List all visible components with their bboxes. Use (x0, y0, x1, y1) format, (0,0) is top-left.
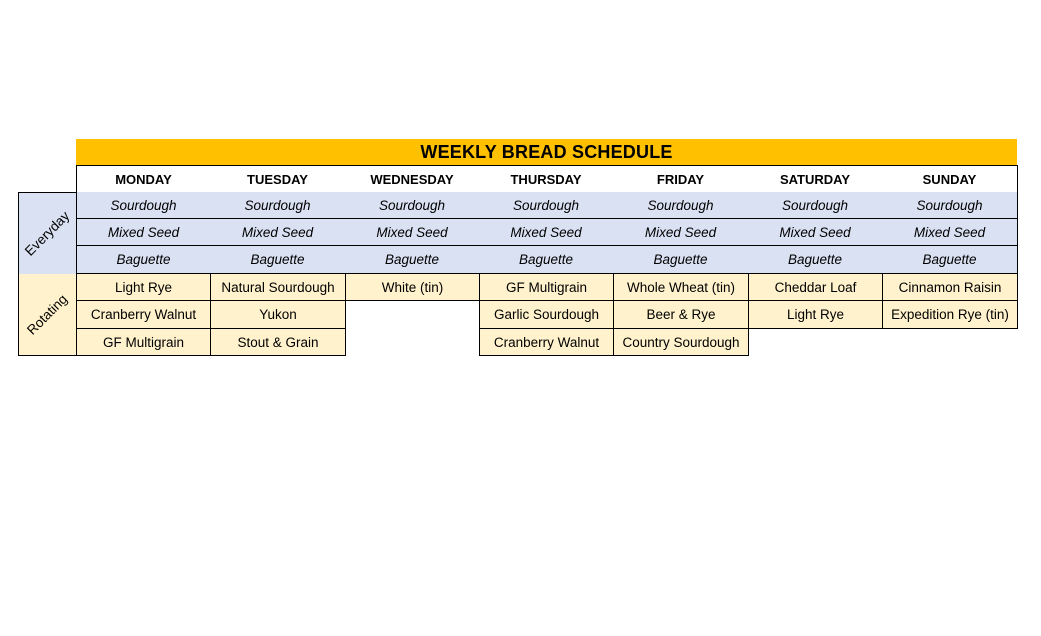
everyday-cell: Sourdough (479, 192, 614, 219)
everyday-cell: Mixed Seed (210, 219, 346, 246)
everyday-cell: Sourdough (345, 192, 480, 219)
everyday-cell: Baguette (882, 246, 1018, 274)
rotating-cell: Natural Sourdough (210, 274, 346, 301)
rotating-cell: Beer & Rye (613, 301, 749, 329)
rotating-cell: GF Multigrain (76, 329, 211, 356)
everyday-cell: Baguette (210, 246, 346, 274)
rotating-cell: Expedition Rye (tin) (882, 301, 1018, 329)
everyday-cell: Sourdough (882, 192, 1018, 219)
rotating-cell: Light Rye (76, 274, 211, 301)
everyday-cell: Baguette (748, 246, 883, 274)
day-header-tuesday: TUESDAY (210, 165, 346, 193)
rotating-cell: Cinnamon Raisin (882, 274, 1018, 301)
everyday-cell: Baguette (613, 246, 749, 274)
everyday-group-label (18, 192, 77, 275)
everyday-cell: Mixed Seed (613, 219, 749, 246)
day-header-thursday: THURSDAY (479, 165, 614, 193)
rotating-cell: Cranberry Walnut (76, 301, 211, 329)
rotating-cell: GF Multigrain (479, 274, 614, 301)
day-header-friday: FRIDAY (613, 165, 749, 193)
everyday-label-text: Everyday (22, 208, 73, 259)
rotating-cell: Light Rye (748, 301, 883, 329)
everyday-cell: Baguette (479, 246, 614, 274)
rotating-group-label (18, 274, 77, 356)
everyday-cell: Mixed Seed (882, 219, 1018, 246)
everyday-cell: Sourdough (76, 192, 211, 219)
everyday-cell: Sourdough (748, 192, 883, 219)
day-header-saturday: SATURDAY (748, 165, 883, 193)
rotating-cell: Country Sourdough (613, 329, 749, 356)
everyday-cell: Baguette (345, 246, 480, 274)
everyday-cell: Mixed Seed (76, 219, 211, 246)
everyday-cell: Mixed Seed (748, 219, 883, 246)
everyday-cell: Sourdough (210, 192, 346, 219)
everyday-cell: Mixed Seed (345, 219, 480, 246)
everyday-cell: Baguette (76, 246, 211, 274)
everyday-cell: Mixed Seed (479, 219, 614, 246)
schedule-title: WEEKLY BREAD SCHEDULE (76, 139, 1017, 165)
rotating-cell: Yukon (210, 301, 346, 329)
rotating-cell: Cranberry Walnut (479, 329, 614, 356)
rotating-cell: Stout & Grain (210, 329, 346, 356)
rotating-cell: Garlic Sourdough (479, 301, 614, 329)
everyday-cell: Sourdough (613, 192, 749, 219)
rotating-cell: White (tin) (345, 274, 480, 301)
rotating-cell: Cheddar Loaf (748, 274, 883, 301)
rotating-cell: Whole Wheat (tin) (613, 274, 749, 301)
day-header-wednesday: WEDNESDAY (345, 165, 480, 193)
rotating-label-text: Rotating (24, 291, 71, 338)
day-header-monday: MONDAY (76, 165, 211, 193)
day-header-sunday: SUNDAY (882, 165, 1018, 193)
